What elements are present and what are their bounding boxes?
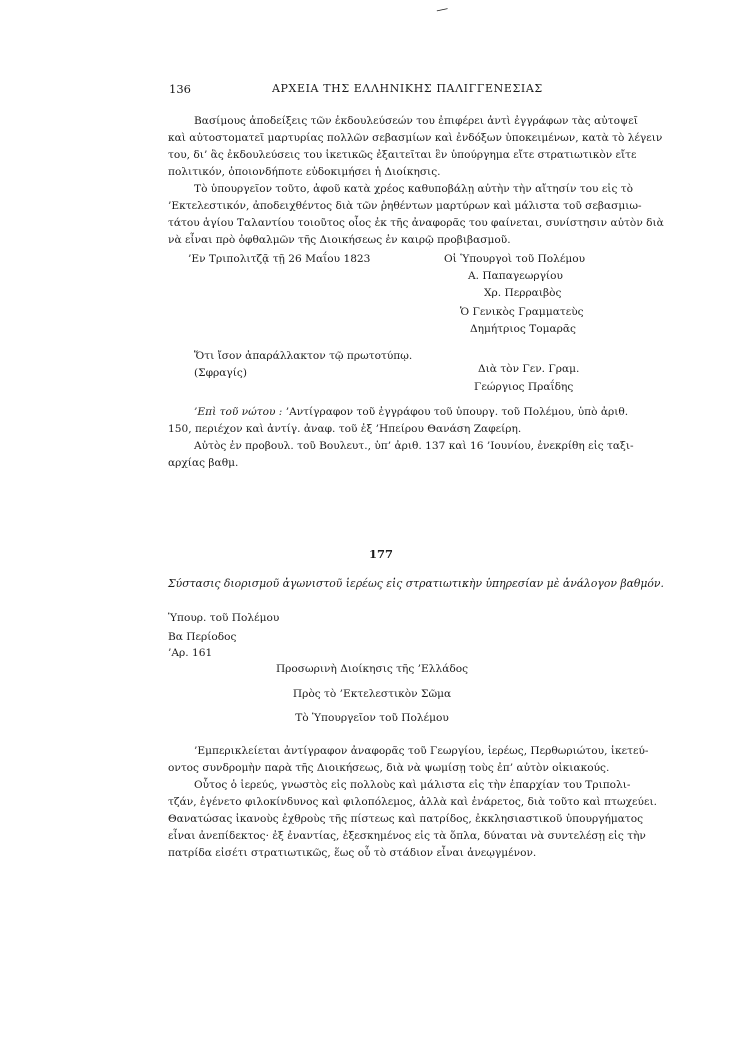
doc177-p2-line: εἶναι ἀνεπίδεκτος· ἐξ ἐναντίας, ἐξεσκημένος εἰς τὰ ὅπλα, δύναται νὰ συντελέσῃ εἰς τὴν [168,830,646,842]
verso-line [194,404,629,421]
doc177-number: 177 [369,547,394,561]
doc176-p2-line: ’Εκτελεστικόν, ἀποδειχθέντος διὰ τῶν ῥηθέντων μαρτύρων καὶ μάλιστα τοῦ σεβασμιω- [168,200,642,212]
doc176-p2-line: νὰ εἶναι πρὸ ὀφθαλμῶν τῆς Διοικήσεως ἐν καιρῷ προβιβασμοῦ. [168,234,511,246]
doc177-ref-line: Βα Περίοδος [168,631,237,643]
seal-note: (Σφραγίς) [194,367,247,379]
verso-line: Αὐτὸς ἐν προβουλ. τοῦ Βουλευτ., ὑπ’ ἀριθ. 137 καὶ 16 ’Ιουνίου, ἐνεκρίθη εἰς ταξι- [194,440,634,452]
address-line: Πρὸς τὸ ’Εκτελεστικὸν Σῶμα [292,688,452,700]
signer-line: Α. Παπαγεωργίου [468,270,563,282]
signer-line: Ὁ Γενικὸς Γραμματεὺς [460,306,584,318]
doc177-p2-line: Οὗτος ὁ ἱερεύς, γνωστὸς εἰς πολλοὺς καὶ μάλιστα εἰς τὴν ἐπαρχίαν του Τριπολι- [194,779,631,791]
signer-line: Οἱ Ὑπουργοὶ τοῦ Πολέμου [444,253,586,265]
doc176-p2-line: Τὸ ὑπουργεῖον τοῦτο, ἀφοῦ κατὰ χρέος καθυποβάλῃ αὐτὴν τὴν αἴτησίν του εἰς τὸ [194,183,633,195]
doc177-subject: Σύστασις διορισμοῦ ἀγωνιστοῦ ἱερέως εἰς στρατιωτικὴν ὑπηρεσίαν μὲ ἀνάλογον βαθμόν. [168,577,664,590]
running-title: ΑΡΧΕΙΑ ΤΗΣ ΕΛΛΗΝΙΚΗΣ ΠΑΛΙΓΓΕΝΕΣΙΑΣ [272,82,543,95]
doc177-p2-line: τζάν, ἐγένετο φιλοκίνδυνος καὶ φιλοπόλεμος, ἀλλὰ καὶ ἐνάρετος, διὰ τοῦτο καὶ πτωχεύει. [168,796,657,808]
doc177-p1-line: ’Εμπερικλείεται ἀντίγραφον ἀναφορᾶς τοῦ Γεωργίου, ἱερέως, Περθωριώτου, ἱκετεύ- [194,745,649,757]
copy-signer-line: Διὰ τὸν Γεν. Γραμ. [478,363,580,375]
verso-line: 150, περιέχον καὶ ἀντίγ. ἀναφ. τοῦ ἐξ ’Ηπείρου Θανάση Ζαφείρη. [168,423,522,435]
doc177-ref-line: Ὑπουρ. τοῦ Πολέμου [168,612,280,624]
copy-signer-line: Γεώργιος Πραΐδης [474,381,574,393]
verso-text: ’Αντίγραφον τοῦ ἐγγράφου τοῦ ὑπουργ. τοῦ Πολέμου, ὑπὸ ἀριθ. [285,406,629,418]
doc177-p2-line: πατρίδα εἰσέτι στρατιωτικῶς, ἕως οὗ τὸ στάδιον εἶναι ἀνεῳγμένον. [168,847,537,859]
doc176-p1-line: καὶ αὐτοστοματεῖ μαρτυρίας πολλῶν σεβασμίων καὶ ἐνδόξων ὑποκειμένων, κατὰ τὸ λέγειν [168,132,663,144]
doc176-p1-line: Βασίμους ἀποδείξεις τῶν ἐκδουλεύσεών του ἐπιφέρει ἀντὶ ἐγγράφων τὰς αὐτοψεῖ [194,115,638,127]
address-line: Προσωρινὴ Διοίκησις τῆς ’Ελλάδος [275,663,469,675]
place-date: ’Εν Τριπολιτζᾷ τῇ 26 Μαΐου 1823 [188,253,371,265]
verso-label: ’Επὶ τοῦ νώτου : [194,406,283,418]
doc177-p1-line: οντος συνδρομὴν παρὰ τῆς Διοικήσεως, διὰ νὰ ψωμίσῃ τοὺς ἐπ’ αὐτὸν οἰκιακούς. [168,762,610,774]
verso-line: αρχίας βαθμ. [168,457,239,469]
address-line: Τὸ Ὑπουργεῖον τοῦ Πολέμου [295,712,449,724]
doc177-p2-line: Θανατώσας ἱκανοὺς ἐχθροὺς τῆς πίστεως καὶ πατρίδος, ἐκκλησιαστικοῦ ὑπουργήματος [168,813,644,825]
doc176-p2-line: τάτου ἁγίου Ταλαντίου τοιοῦτος οἷος ἐκ τῆς ἀναφορᾶς του φαίνεται, συνίστησιν αὐτὸν διὰ [168,217,664,229]
page-number: 136 [169,82,191,96]
copy-note: Ὅτι ἴσον ἀπαράλλακτον τῷ πρωτοτύπῳ. [194,350,413,362]
signer-line: Δημήτριος Τομαρᾶς [470,323,576,335]
doc177-ref-line: ’Αρ. 161 [168,647,213,659]
signer-line: Χρ. Περραιβὸς [484,287,562,299]
doc176-p1-line: του, δι’ ἃς ἐκδουλεύσεις του ἱκετικῶς ἐξαιτεῖται ἓν ὑπούργημα εἴτε στρατιωτικὸν εἴτε [168,149,637,161]
top-scan-mark: — [434,0,450,18]
doc176-p1-line: πολιτικόν, ὁποιονδήποτε εὐδοκιμήσει ἡ Διοίκησις. [168,166,441,178]
